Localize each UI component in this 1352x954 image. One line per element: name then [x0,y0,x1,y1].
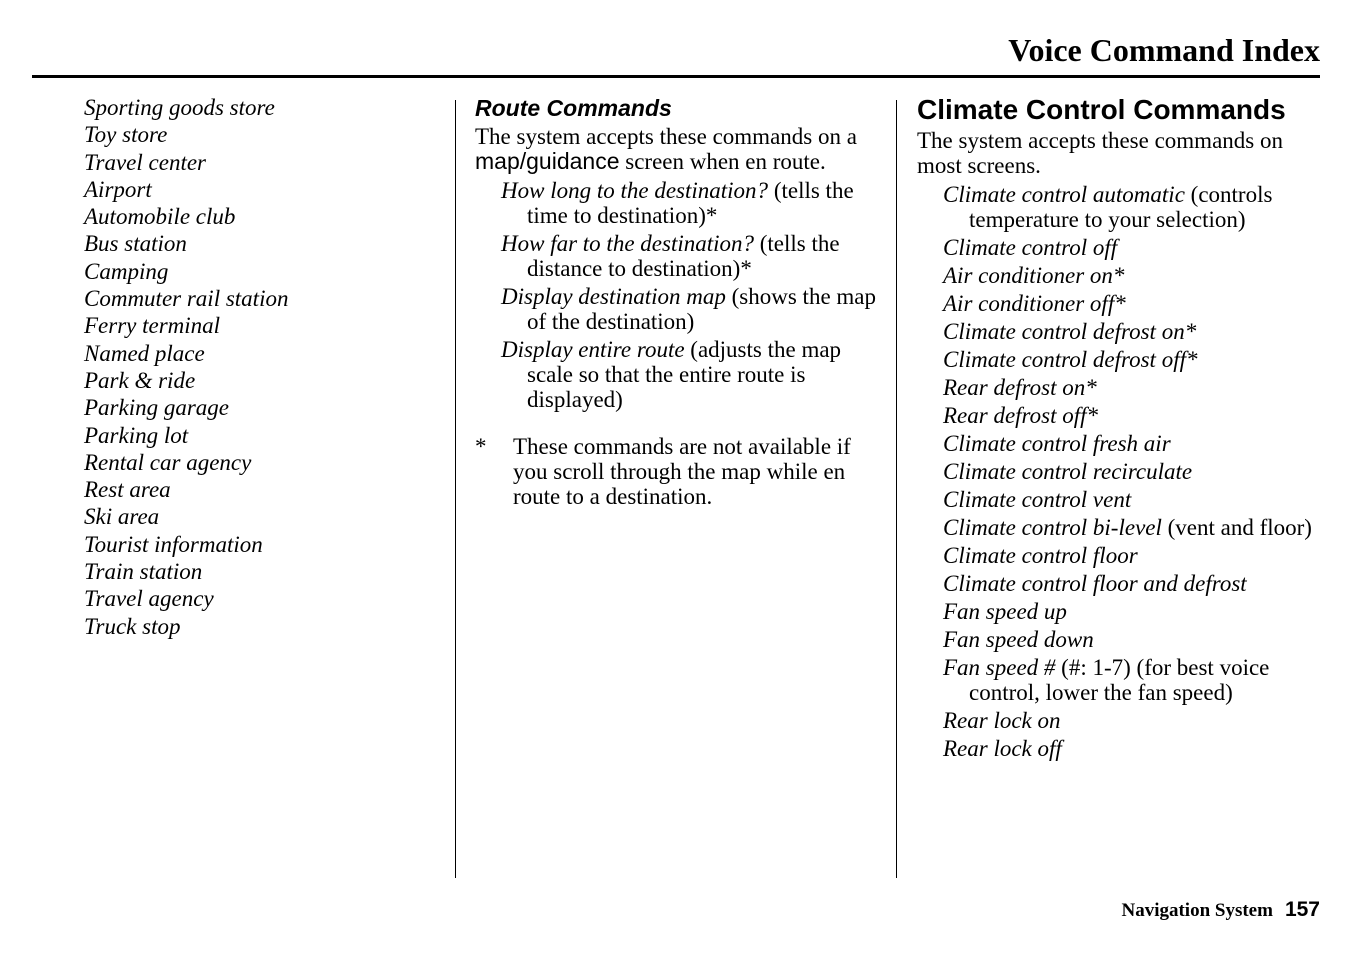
list-item: Tourist information [84,531,263,557]
route-intro-end: screen when en route. [619,149,826,174]
route-commands-heading: Route Commands [475,95,672,121]
list-item: Rental car agency [84,449,252,475]
voice-command: How long to the destination? [501,178,769,203]
list-item [943,431,1327,456]
column-divider-2 [896,100,897,878]
voice-command: Climate control vent [943,487,1132,512]
column-divider-1 [455,100,456,878]
list-item [943,655,1327,705]
voice-command: Air conditioner on* [943,263,1125,288]
list-item [943,263,1327,288]
list-item [943,235,1327,260]
list-item: Park & ride [84,367,196,393]
list-item [943,291,1327,316]
voice-command: Rear defrost off* [943,403,1099,428]
command-description: (vent and floor) [1161,515,1312,540]
footnote [475,434,880,509]
page-number: 157 [1284,898,1320,921]
route-commands-section [475,94,880,509]
voice-command: Climate control floor and defrost [943,571,1247,596]
command-description: (tells the distance to destination)* [527,231,840,281]
list-item: Commuter rail station [84,286,289,312]
list-item: Rest area [84,477,171,503]
list-item: Travel agency [84,586,214,612]
map-guidance-term: map/guidance [475,148,620,174]
voice-command: How far to the destination? [501,231,754,256]
voice-command: Fan speed up [943,599,1067,624]
voice-command: Climate control defrost off* [943,347,1198,372]
list-item [501,178,880,228]
list-item [943,571,1327,596]
voice-command: Rear lock off [943,736,1062,761]
climate-intro: The system accepts these commands on most screens. [917,128,1283,178]
command-description: (adjusts the map scale so that the entire route is displayed) [527,337,842,412]
place-category-column [84,94,444,640]
command-description: (tells the time to destination)* [527,178,854,228]
list-item [943,459,1327,484]
voice-command: Rear lock on [943,708,1061,733]
list-item [943,375,1327,400]
voice-command: Climate control bi-level [943,515,1162,540]
list-item: Ski area [84,504,160,530]
voice-command: Fan speed # [943,655,1056,680]
footnote-text: These commands are not available if you scroll through the map while en route to a destination. [513,434,851,509]
list-item: Parking garage [84,395,230,421]
list-item: Train station [84,559,203,585]
header-rule [32,75,1320,78]
voice-command: Rear defrost on* [943,375,1097,400]
list-item [501,337,880,412]
list-item: Automobile club [84,204,236,230]
footer-section-name: Navigation System [1121,900,1273,921]
command-description: (shows the map of the destination) [527,284,877,334]
list-item: Sporting goods store [84,95,275,120]
list-item [943,627,1327,652]
climate-command-list [917,182,1327,761]
voice-command: Climate control automatic [943,182,1185,207]
list-item [943,403,1327,428]
list-item: Bus station [84,231,187,257]
list-item: Airport [84,176,152,202]
list-item [501,231,880,281]
climate-commands-heading: Climate Control Commands [917,94,1286,125]
place-category-list [84,94,444,640]
voice-command: Air conditioner off* [943,291,1126,316]
route-intro-start: The system accepts these commands on a [475,124,857,149]
list-item: Parking lot [84,422,189,448]
command-description: (controls temperature to your selection) [969,182,1273,232]
list-item [501,284,880,334]
list-item: Ferry terminal [84,313,221,339]
climate-commands-section [917,94,1327,764]
voice-command: Climate control recirculate [943,459,1193,484]
list-item: Truck stop [84,613,181,639]
list-item: Camping [84,258,169,284]
voice-command: Climate control off [943,235,1118,260]
list-item: Named place [84,340,205,366]
page-title: Voice Command Index [1008,32,1320,68]
route-command-list [475,178,880,412]
list-item [943,182,1327,232]
footnote-marker: * [475,434,487,459]
list-item [943,347,1327,372]
list-item [943,599,1327,624]
list-item [943,319,1327,344]
list-item: Travel center [84,149,206,175]
voice-command: Display entire route [501,337,685,362]
list-item [943,736,1327,761]
voice-command: Climate control fresh air [943,431,1171,456]
page-footer [1121,898,1320,922]
voice-command: Display destination map [501,284,726,309]
list-item [943,515,1327,540]
list-item [943,487,1327,512]
list-item [943,708,1327,733]
list-item: Toy store [84,122,168,148]
voice-command: Climate control defrost on* [943,319,1197,344]
voice-command: Climate control floor [943,543,1138,568]
route-intro [475,124,880,174]
list-item [943,543,1327,568]
command-description: (#: 1-7) (for best voice control, lower the fan speed) [969,655,1270,705]
voice-command: Fan speed down [943,627,1094,652]
